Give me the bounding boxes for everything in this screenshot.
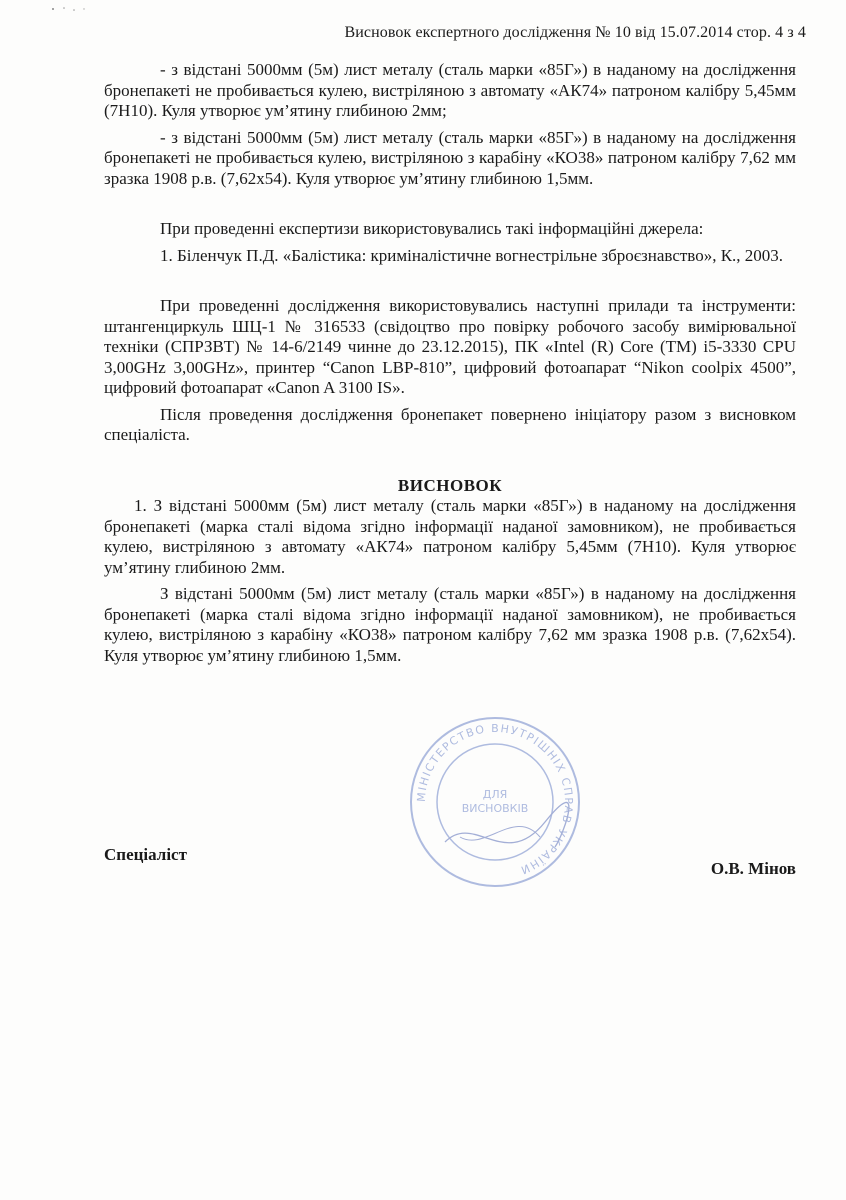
return-paragraph: Після проведення дослідження бронепакет повернено ініціатору разом з висновком спеціаліста. — [104, 404, 796, 444]
seal-center-text-1: ДЛЯ — [482, 788, 508, 801]
signer-role: Спеціаліст — [104, 845, 187, 864]
signer-name: О.В. Мінов — [710, 859, 796, 878]
finding-paragraph-ak74: - з відстані 5000мм (5м) лист металу (сталь марки «85Г») в наданому на дослідження бронепакеті не пробивається кулею, вистріляною з автомату «АК74» патроном калібру 5,45мм (7Н10). Куля утворює ум’ятину глибиною 2мм; — [104, 60, 796, 120]
sources-intro-paragraph: При проведенні експертизи використовувались такі інформаційні джерела: — [160, 219, 704, 238]
scan-artifact-dots — [50, 5, 90, 13]
conclusion-item-2: З відстані 5000мм (5м) лист металу (сталь марки «85Г») в наданому на дослідження бронепакеті (марка сталі відома згідно інформації наданої замовником), не пробивається кулею, вистріляною з карабіну «КО38» патроном калібру 7,62 мм зразка 1908 р.в. (7,62х54). Куля утворює ум’ятину глибиною 1,5мм. — [104, 584, 796, 665]
document-body — [104, 60, 796, 666]
seal-ring-text: МІНІСТЕРСТВО ВНУТРІШНІХ СПРАВ УКРАЇНИ — [414, 721, 576, 878]
conclusion-heading: ВИСНОВОК — [397, 475, 503, 495]
instruments-paragraph: При проведенні дослідження використовувались наступні прилади та інструменти: штангенциркуль ШЦ-1 № 316533 (свідоцтво про повірку робочого засобу вимірювальної техніки (СПРЗВТ) № 14-6/2149 чинне до 23.12.2015), ПК «Intel (R) Core (TM) i5-3330 CPU 3,00GHz 3,00GHz», принтер “Canon LBP-810”, цифровий фотоапарат “Nikon coolpix 4500”, цифровий фотоапарат «Canon A 3100 IS». — [104, 296, 796, 397]
page-header: Висновок експертного дослідження № 10 від 15.07.2014 стор. 4 з 4 — [344, 24, 806, 41]
round-seal-icon — [405, 712, 585, 892]
source-item-1: 1. Біленчук П.Д. «Балістика: криміналістичне вогнестрільне зброєзнавство», К., 2003. — [160, 245, 784, 265]
seal-center-text-2: ВИСНОВКІВ — [461, 802, 529, 815]
finding-paragraph-ko38: - з відстані 5000мм (5м) лист металу (сталь марки «85Г») в наданому на дослідження бронепакеті не пробивається кулею, вистріляною з карабіну «КО38» патроном калібру 7,62 мм зразка 1908 р.в. (7,62х54). Куля утворює ум’ятину глибиною 1,5мм. — [104, 127, 796, 188]
conclusion-item-1: 1. З відстані 5000мм (5м) лист металу (сталь марки «85Г») в наданому на дослідження бронепакеті (марка сталі відома згідно інформації наданої замовником), не пробивається кулею, вистріляною з автомату «АК74» патроном калібру 5,45мм (7Н10). Куля утворює ум’ятину глибиною 2мм. — [104, 496, 796, 577]
